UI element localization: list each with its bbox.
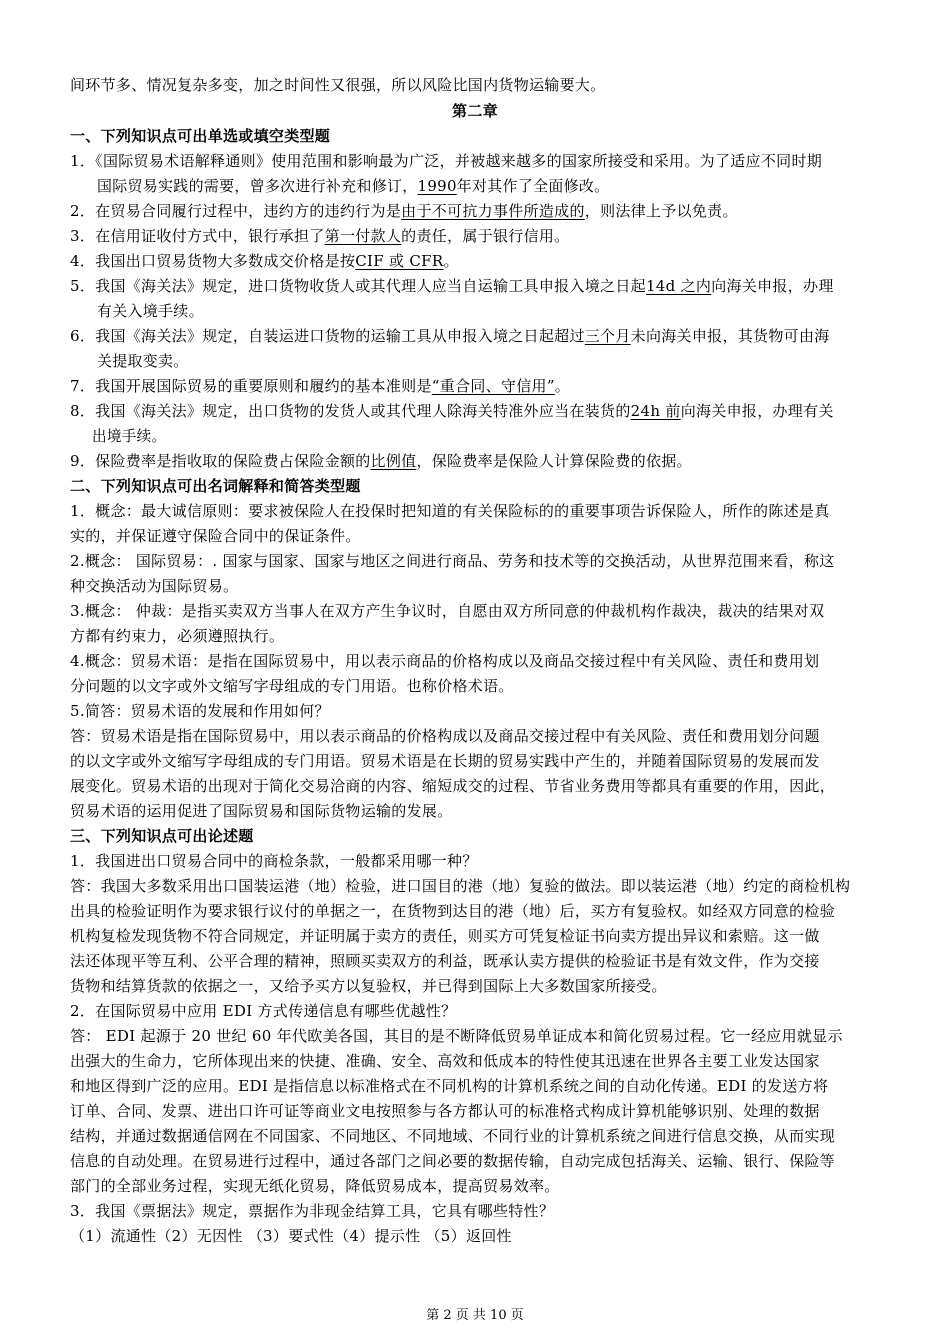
answer-underline: 24h 前 [630,402,681,420]
answer-underline: CIF 或 CFR [355,252,444,270]
text-line: 1．我国进出口贸易合同中的商检条款，一般都采用哪一种？ [70,852,478,870]
text-line: 4．我国出口贸易货物大多数成交价格是按CIF 或 CFR。 [70,252,459,270]
text-line: 7．我国开展国际贸易的重要原则和履约的基本准则是“重合同、守信用”。 [70,377,571,395]
text-line: 间环节多、情况复杂多变，加之时间性又很强，所以风险比国内货物运输要大。 [70,76,606,94]
text-line: 国际贸易实践的需要，曾多次进行补充和修订，1990年对其作了全面修改。 [97,177,610,195]
text-line: 出强大的生命力，它所体现出来的快捷、准确、安全、高效和低成本的特性使其迅速在世界各主要工业发达国家 [70,1052,820,1070]
text-line: 实的，并保证遵守保险合同中的保证条件。 [70,527,361,545]
text-line: 关提取变卖。 [97,352,189,370]
text-line: 2．在贸易合同履行过程中，违约方的违约行为是由于不可抗力事件所造成的，则法律上予以免责。 [70,202,738,220]
text-line: 2．在国际贸易中应用 EDI 方式传递信息有哪些优越性？ [70,1002,457,1020]
text-line: 8．我国《海关法》规定，出口货物的发货人或其代理人除海关特准外应当在装货的24h 前向海关申报，办理有关 [70,402,834,420]
text-line: 6．我国《海关法》规定，自装运进口货物的运输工具从申报入境之日起超过三个月未向海关申报，其货物可由海 [70,327,830,345]
answer-underline: 14d 之内 [645,277,712,295]
text-line: 货物和结算货款的依据之一，又给予买方以复验权，并已得到国际上大多数国家所接受。 [70,977,667,995]
answer-underline: 比例值 [370,452,417,470]
text-line: 机构复检发现货物不符合同规定，并证明属于卖方的责任，则买方可凭复检证书向卖方提出异议和索赔。这一做 [70,927,820,945]
text-line: 有关入境手续。 [97,302,204,320]
answer-underline: 三个月 [584,327,631,345]
text-line: 答：我国大多数采用出口国装运港（地）检验，进口国目的港（地）复验的做法。即以装运港（地）约定的商检机构 [70,877,851,895]
text-line: 贸易术语的运用促进了国际贸易和国际货物运输的发展。 [70,802,453,820]
text-line: 3．我国《票据法》规定，票据作为非现金结算工具，它具有哪些特性？ [70,1202,555,1220]
text-line: 3.概念： 仲裁：是指买卖双方当事人在双方产生争议时，自愿由双方所同意的仲裁机构作裁决，裁决的结果对双 [70,602,825,620]
section-heading: 三、下列知识点可出论述题 [70,827,254,845]
text-line: 方都有约束力，必须遵照执行。 [70,627,285,645]
page-footer: 第 2 页 共 10 页 [426,1308,524,1323]
text-line: （1）流通性（2）无因性 （3）要式性（4）提示性 （5）返回性 [70,1227,512,1245]
answer-underline: 第一付款人 [324,227,402,245]
answer-underline: 1990 [417,177,457,195]
text-line: 展变化。贸易术语的出现对于简化交易洽商的内容、缩短成交的过程、节省业务费用等都具有重要的作用，因此， [70,777,836,795]
text-line: 信息的自动处理。在贸易进行过程中，通过各部门之间必要的数据传输，自动完成包括海关、运输、银行、保险等 [70,1152,836,1170]
text-line: 1．《国际贸易术语解释通则》使用范围和影响最为广泛，并被越来越多的国家所接受和采用。为了适应不同时期 [70,152,823,170]
section-heading: 一、下列知识点可出单选或填空类型题 [70,127,331,145]
text-line: 5.简答：贸易术语的发展和作用如何？ [70,702,330,720]
chapter-title: 第二章 [452,102,498,120]
text-line: 法还体现平等互利、公平合理的精神，照顾买卖双方的利益，既承认卖方提供的检验证书是有效文件，作为交接 [70,952,820,970]
text-line: 9．保险费率是指收取的保险费占保险金额的比例值，保险费率是保险人计算保险费的依据。 [70,452,692,470]
text-line: 分问题的以文字或外文缩写字母组成的专门用语。也称价格术语。 [70,677,514,695]
text-line: 订单、合同、发票、进出口许可证等商业文电按照参与各方都认可的标准格式构成计算机能够识别、处理的数据 [70,1102,820,1120]
text-line: 答：贸易术语是指在国际贸易中，用以表示商品的价格构成以及商品交接过程中有关风险、责任和费用划分问题 [70,727,820,745]
text-line: 的以文字或外文缩写字母组成的专门用语。贸易术语是在长期的贸易实践中产生的，并随着国际贸易的发展而发 [70,752,820,770]
text-line: 出具的检验证明作为要求银行议付的单据之一，在货物到达目的港（地）后，买方有复验权。如经双方同意的检验 [70,902,836,920]
text-line: 2.概念： 国际贸易：. 国家与国家、国家与地区之间进行商品、劳务和技术等的交换活动，从世界范围来看，称这 [70,552,835,570]
answer-underline: 由于不可抗力事件所造成的 [401,202,585,220]
answer-underline: “重合同、守信用” [431,377,555,395]
text-line: 部门的全部业务过程，实现无纸化贸易，降低贸易成本，提高贸易效率。 [70,1177,560,1195]
text-line: 种交换活动为国际贸易。 [70,577,239,595]
text-line: 3．在信用证收付方式中，银行承担了第一付款人的责任，属于银行信用。 [70,227,570,245]
section-heading: 二、下列知识点可出名词解释和简答类型题 [70,477,361,495]
text-line: 4.概念：贸易术语：是指在国际贸易中，用以表示商品的价格构成以及商品交接过程中有关风险、责任和费用划 [70,652,820,670]
text-line: 5．我国《海关法》规定，进口货物收货人或其代理人应当自运输工具申报入境之日起14d 之内向海关申报，办理 [70,277,834,295]
text-line: 结构，并通过数据通信网在不同国家、不同地区、不同地域、不同行业的计算机系统之间进行信息交换，从而实现 [70,1127,836,1145]
text-line: 1．概念：最大诚信原则：要求被保险人在投保时把知道的有关保险标的的重要事项告诉保险人，所作的陈述是真 [70,502,830,520]
text-line: 答： EDI 起源于 20 世纪 60 年代欧美各国，其目的是不断降低贸易单证成本和简化贸易过程。它一经应用就显示 [70,1027,843,1045]
text-line: 出境手续。 [92,427,167,445]
text-line: 和地区得到广泛的应用。EDI 是指信息以标准格式在不同机构的计算机系统之间的自动化传递。EDI 的发送方将 [70,1077,829,1095]
